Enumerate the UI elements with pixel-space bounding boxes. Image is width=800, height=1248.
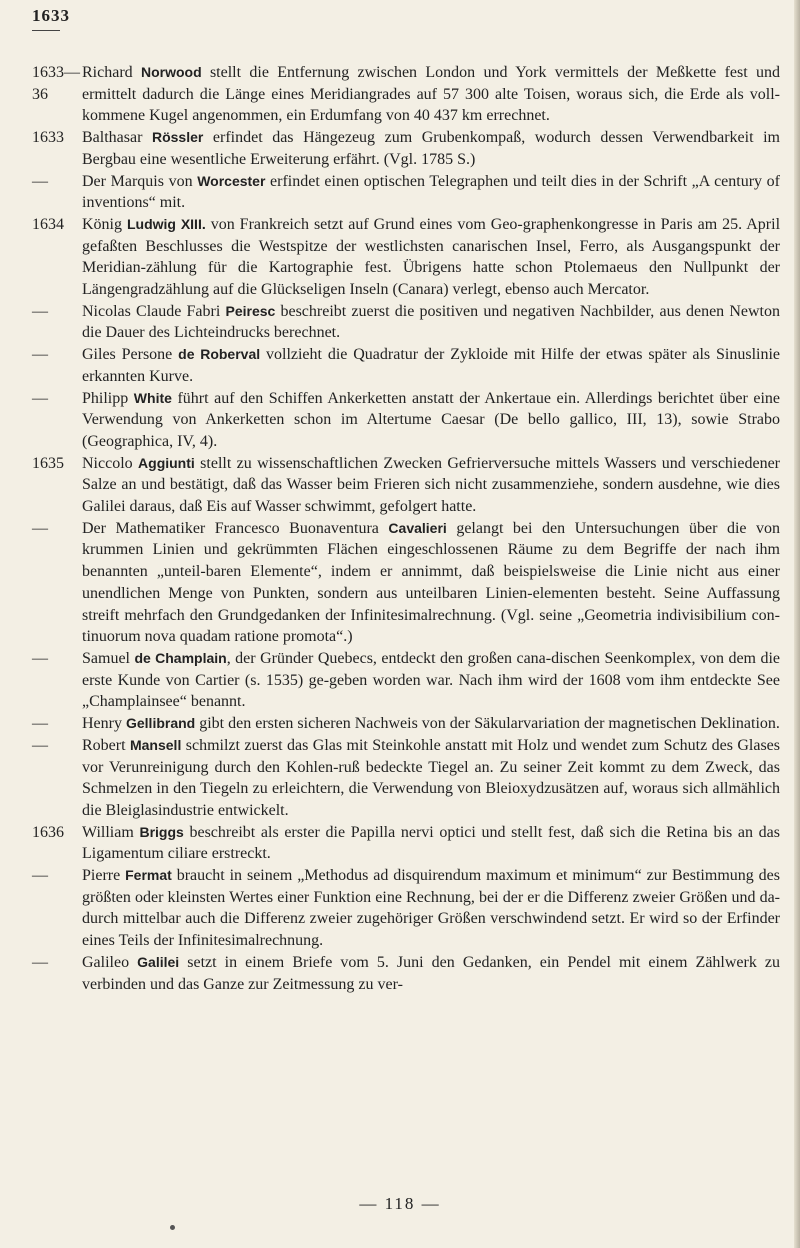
entry-text (82, 214, 780, 301)
entry-text (82, 62, 780, 127)
entry-text-body: von Frankreich setzt auf Grund eines vom Geo-graphenkongresse in Paris am 25. April gefaßten Beschlusses die Westspitze der westlichsten canarischen Insel, Ferro, als Ausgangspunkt der Meridian-zählung für die Kartographie fest. Übrigens hatte schon Ptolemaeus den Nullpunkt der Längengradzählung auf die Glückseligen Inseln (Canara) verlegt, ebenso auch Mercator. (82, 215, 781, 299)
entry-year: — (32, 302, 48, 320)
entry-text-body: stellt die Entfernung zwischen London und York vermittels der Meßkette fest und ermittelt dadurch die Länge eines Meridiangrades auf 57 300 alte Toisen, woraus sich, die Erde als voll-kommene Kugel angenommen, ein Erdumfang von 40 437 km errechnet. (82, 64, 780, 125)
entry-text-body: stellt zu wissenschaftlichen Zwecken Gefrierversuche mittels Wassers und verschiedener Salze an und bestätigt, daß das Wasser beim Frieren sich nicht zusammenziehe, sondern ausdehne, wie dies Galilei daraus, daß Eis auf Wasser schwimmt, gefolgert hatte. (82, 454, 781, 516)
entry-text-body: vollzieht die Quadratur der Zykloide mit Hilfe der etwas später als Sinuslinie erkannten Kurve. (82, 346, 781, 385)
person-name: de Champlain (134, 649, 227, 666)
person-name: Worcester (197, 172, 266, 189)
entry-text-lead: Der Marquis von (82, 172, 198, 190)
entry-text-body: erfindet das Hängezeug zum Grubenkompaß, wodurch dessen Verwendbarkeit im Bergbau eine wesentliche Erweiterung erfährt. (Vgl. 1785 S.) (82, 129, 780, 168)
entry-text-lead: Der Mathematiker Francesco Buonaventura (82, 519, 389, 537)
running-head: 1633 (32, 6, 60, 31)
entry-text (82, 127, 780, 170)
person-name: Gellibrand (125, 715, 196, 732)
entry-text-lead: Galileo (82, 953, 138, 971)
entry-year: — (32, 715, 48, 733)
entry-text-lead: Robert (82, 736, 130, 754)
entry-text (82, 453, 780, 518)
chronology-entry (30, 952, 780, 995)
person-name: Norwood (140, 64, 202, 80)
entry-text (82, 952, 780, 995)
entry-text-body: gibt den ersten sicheren Nachweis von der Säkularvariation der magnetischen Deklination. (195, 715, 780, 733)
entry-text-lead: Giles Persone (82, 346, 179, 364)
person-name: Mansell (129, 736, 182, 753)
entry-year: 1635 (32, 454, 64, 472)
page-number: — 118 — (359, 1194, 441, 1213)
entry-year: 1636 (32, 823, 64, 841)
entry-text-lead: Richard (82, 64, 141, 81)
entry-text-lead: Balthasar (82, 129, 152, 147)
chronology-entry (30, 735, 780, 822)
entry-text-lead: Niccolo (82, 454, 139, 472)
entry-text-lead: König (82, 215, 127, 233)
entry-year: 1633—36 (32, 64, 80, 103)
chronology-entry (30, 214, 780, 301)
entry-text-body: beschreibt als erster die Papilla nervi optici und stellt fest, daß sich die Retina bis an das Ligamentum ciliare erstreckt. (82, 823, 780, 863)
chronology-entry (30, 453, 780, 518)
entry-text-body: erfindet einen optischen Telegraphen und teilt dies in der Schrift „A century of inventions“ mit. (82, 172, 781, 212)
entry-year: 1633 (32, 129, 64, 147)
entry-text (82, 518, 780, 648)
entry-text (82, 865, 780, 952)
page-edge (794, 0, 800, 1248)
entry-text-lead: Philipp (82, 389, 134, 407)
entry-year: — (32, 346, 48, 364)
person-name: White (133, 389, 172, 406)
entry-text-lead: Henry (82, 715, 126, 733)
entry-text (82, 822, 780, 865)
chronology-entry (30, 171, 780, 214)
entry-year: — (32, 736, 48, 754)
entry-text (82, 648, 780, 713)
entry-year: — (32, 953, 48, 971)
chronology-entry (30, 713, 780, 735)
entry-text (82, 388, 780, 453)
print-speck (170, 1225, 175, 1230)
entry-text (82, 301, 780, 344)
chronology-entry (30, 62, 780, 127)
entry-text-body: gelangt bei den Untersuchungen über die von krummen Linien und gekrümmten Flächen eingeschlossenen Räume zu dem Begriffe der nach ihm benannten „unteil-baren Elemente“, indem er annimmt, daß beispielsweise die Linie nicht aus einer unendlichen Menge von Punkten, sondern aus unteilbaren Linien-elementen besteht. Seine Auffassung streift mehrfach den Grundgedanken der Infinitesimalrechnung. (Vgl. seine „Geometria indivisibilium con-tinuorum nova quadam ratione promota“.) (82, 519, 781, 646)
person-name: Aggiunti (138, 454, 195, 471)
person-name: Fermat (125, 867, 172, 884)
person-name: de Roberval (178, 346, 261, 363)
entry-text (82, 713, 780, 735)
entry-year: — (32, 389, 48, 407)
entry-year: — (32, 649, 48, 667)
entry-text-body: beschreibt zuerst die positiven und negativen Nachbilder, aus denen Newton die Dauer des Lichteindrucks berechnet. (82, 302, 781, 342)
entry-text (82, 344, 780, 387)
person-name: Peiresc (225, 302, 276, 319)
chronology-entry (30, 518, 780, 648)
chronology-entry (30, 344, 780, 387)
entry-text-lead: Pierre (82, 867, 126, 885)
chronology-entry (30, 301, 780, 344)
entry-text-body: , der Gründer Quebecs, entdeckt den großen cana-dischen Seenkomplex, von dem die erste Kunde von Cartier (s. 1535) ge-geben worden war. Nach ihm wird der 1608 vom ihm entdeckte See „Champlainsee“ benannt. (82, 649, 781, 711)
chronology-entry (30, 127, 780, 170)
entry-year: — (32, 867, 48, 885)
person-name: Galilei (137, 953, 180, 970)
entry-text-body: schmilzt zuerst das Glas mit Steinkohle anstatt mit Holz und wendet zum Schutz des Glases vor Verunreinigung durch den Kohlen-ruß bedeckte Tiegel an. Zu seiner Zeit kommt zu dem Zweck, das Schmelzen in den Tiegeln zu erleichtern, die Verwendung von Bleioxydzusätzen auf, woraus sich allmählich die Bleiglasindustrie entwickelt. (82, 736, 781, 819)
entry-text (82, 735, 780, 822)
entry-text-lead: Samuel (82, 649, 135, 667)
entry-year: — (32, 172, 48, 190)
entry-text-lead: William (82, 823, 140, 841)
entry-text-lead: Nicolas Claude Fabri (82, 302, 226, 320)
entry-year: — (32, 519, 48, 537)
entry-text (82, 171, 780, 214)
entry-year: 1634 (32, 215, 64, 233)
person-name: Cavalieri (388, 519, 447, 536)
chronology-entries (30, 62, 780, 995)
chronology-entry (30, 865, 780, 952)
entry-text-body: führt auf den Schiffen Ankerketten anstatt der Ankertaue ein. Allerdings berichtet über eine Verwendung von Ankerketten schon im Altertume Caesar (De bello gallico, III, 13), sowie Strabo (Geographica, IV, 4). (82, 389, 781, 450)
chronology-entry (30, 822, 780, 865)
entry-text-body: setzt in einem Briefe vom 5. Juni den Gedanken, ein Pendel mit einem Zählwerk zu verbinden und das Ganze zur Zeitmessung zu ver- (82, 953, 781, 993)
chronology-entry (30, 648, 780, 713)
person-name: Briggs (139, 823, 184, 840)
chronology-entry (30, 388, 780, 453)
person-name: Ludwig XIII. (126, 215, 206, 232)
person-name: Rössler (151, 129, 204, 146)
entry-text-body: braucht in seinem „Methodus ad disquirendum maximum et minimum“ zur Bestimmung des größten oder kleinsten Wertes einer Funktion eine Rechnung, bei der er die Differenz zweier Größen und da-durch mittelbar auch die Differenz zweier zugehöriger Größen verschwindend setzt. Er wird so der Erfinder eines Teils der Infinitesimalrechnung. (82, 867, 781, 950)
